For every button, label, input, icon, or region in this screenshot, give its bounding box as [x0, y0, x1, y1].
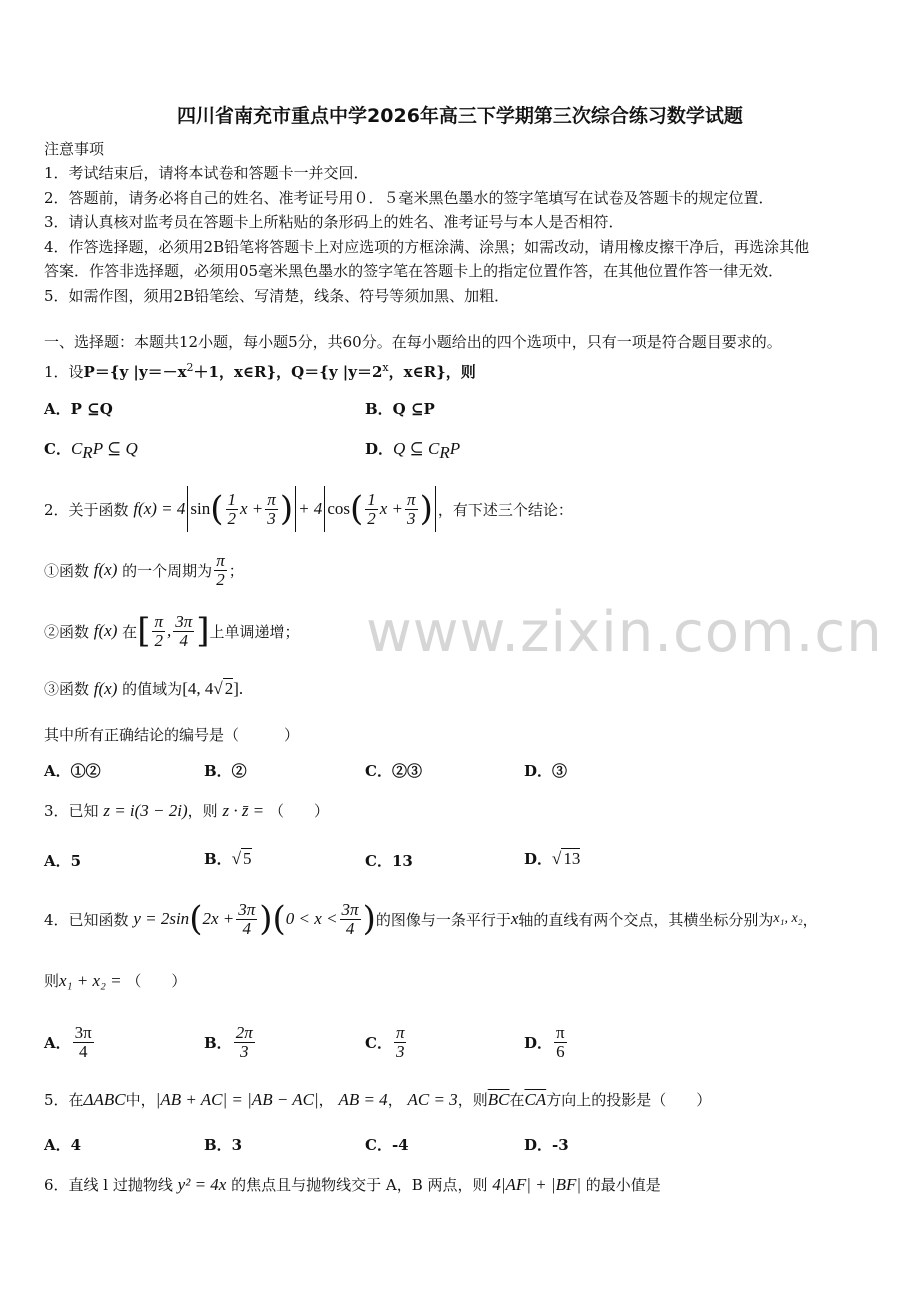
q4-option-a[interactable]: A． $\frac{3\pi}{4}$ [44, 1022, 92, 1061]
q4-option-c[interactable]: C． $\frac{\pi}{3}$ [365, 1022, 405, 1061]
q5-option-c[interactable]: C．-4 [365, 1136, 409, 1154]
q5-option-a[interactable]: A．4 [44, 1136, 82, 1154]
q2-option-a[interactable]: A．①② [44, 762, 101, 780]
question-1: 1．设P＝{y $|y=-x^2+1$，x∈R}，Q＝{y $|y=2^x$，x∈R}，则 [44, 361, 476, 381]
notice-item: 1．考试结束后，请将本试卷和答题卡一并交回． [44, 164, 369, 182]
question-5: 5．在ΔABC中，|AB + AC| = |AB − AC|， AB = 4， AC = 3，则$\overline{BC}$在$\overline{CA}$方向上的投影是（ ） [44, 1090, 712, 1109]
question-4: 4．已知函数 y = 2sin ( 2x + $\frac{3\pi}{4}$ ) ( 0 < x < $\frac{3\pi}{4}$ ) 的图像与一条平行于 x 轴的直线有两个交点，其横坐标分别为 x₁, x₂ ， [44, 899, 818, 939]
q4-line-2: 则x₁ + x₂ = （ ） [44, 971, 187, 990]
q2-statement-3: ③函数 f(x) 的值域为[4, 4√ 2]. [44, 679, 244, 698]
notice-item: 2．答题前，请务必将自己的姓名、准考证号用０．５毫米黑色墨水的签字笔填写在试卷及答题卡的规定位置． [44, 189, 774, 207]
q3-option-b[interactable]: B．√ 5 [204, 849, 252, 868]
notice-item: 答案．作答非选择题，必须用05毫米黑色墨水的签字笔在答题卡上的指定位置作答，在其他位置作答一律无效． [44, 262, 784, 280]
notice-item: 3．请认真核对监考员在答题卡上所粘贴的条形码上的姓名、准考证号与本人是否相符． [44, 213, 624, 231]
watermark: www.zixin.com.cn [366, 600, 883, 665]
q2-statement-1: ①函数 f(x) 的一个周期为 $\frac{\pi}{2}$ ； [44, 550, 244, 589]
q1-option-c[interactable]: C．$C_RP$ ⊆ Q [44, 439, 138, 462]
question-3: 3．已知 z = i(3 − 2i)，则 z · z̄ = （ ） [44, 801, 329, 820]
q1-option-a[interactable]: A．P ⊆Q [44, 400, 113, 418]
q5-option-b[interactable]: B．3 [204, 1136, 243, 1154]
q4-option-d[interactable]: D． $\frac{\pi}{6}$ [524, 1022, 565, 1061]
q1-option-b[interactable]: B．Q ⊆P [365, 400, 435, 418]
q1-option-d[interactable]: D．Q ⊆ $C_RP$ [365, 439, 461, 462]
q3-option-a[interactable]: A．5 [44, 852, 82, 870]
q2-statement-2: ②函数 f(x) 在 [ $\frac{\pi}{2}$ , $\frac{3\pi}{4}$ ] 上单调递增； [44, 611, 300, 651]
notice-item: 4．作答选择题，必须用2B铅笔将答题卡上对应选项的方框涂满、涂黑；如需改动，请用橡皮擦干净后，再选涂其他 [44, 238, 810, 256]
q2-option-d[interactable]: D．③ [524, 762, 568, 780]
notice-item: 5．如需作图，须用2B铅笔绘、写清楚，线条、符号等须加黑、加粗． [44, 287, 510, 305]
q5-option-d[interactable]: D．-3 [524, 1136, 569, 1154]
q4-option-b[interactable]: B． $\frac{2\pi}{3}$ [204, 1022, 253, 1061]
section-heading: 一、选择题：本题共12小题，每小题5分，共60分。在每小题给出的四个选项中，只有一项是符合题目要求的。 [44, 333, 782, 351]
q2-option-c[interactable]: C．②③ [365, 762, 422, 780]
page-title: 四川省南充市重点中学2026年高三下学期第三次综合练习数学试题 [177, 105, 743, 127]
q2-ask: 其中所有正确结论的编号是（ ） [44, 726, 300, 744]
q3-option-c[interactable]: C．13 [365, 852, 413, 870]
question-2: 2．关于函数 f(x) = 4 sin ( $\frac{1}{2}$ x + $\frac{\pi}{3}$ ) + 4 cos ( $\frac{1}{2}$ x + $\frac{\pi}{3}$ ) ，有下述三个结论： [44, 484, 573, 534]
q2-option-b[interactable]: B．② [204, 762, 247, 780]
notice-heading: 注意事项 [44, 140, 105, 158]
q3-option-d[interactable]: D．√ 13 [524, 849, 581, 868]
question-6: 6．直线 l 过抛物线 y² = 4x 的焦点且与抛物线交于 A，B 两点，则 4|AF| + |BF| 的最小值是 [44, 1175, 661, 1194]
